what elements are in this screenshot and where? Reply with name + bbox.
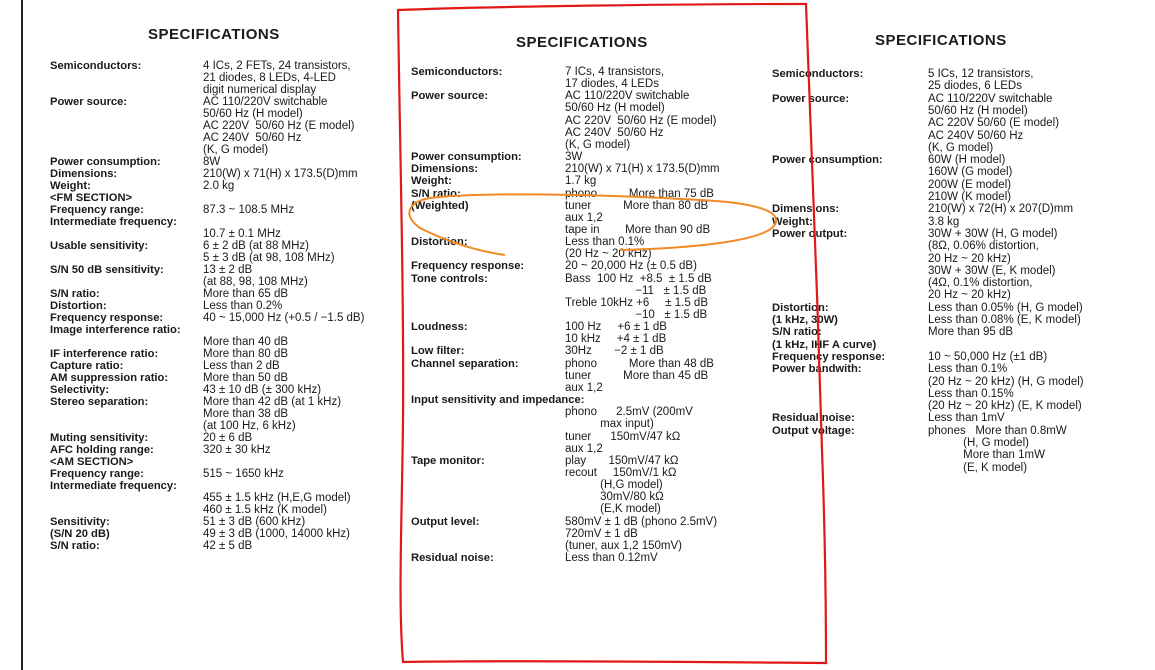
col1-spec-value: 49 ± 3 dB (1000, 14000 kHz) xyxy=(203,528,350,540)
col1-spec-value: 4 ICs, 2 FETs, 24 transistors, xyxy=(203,60,351,72)
col2-spec-value: 1.7 kg xyxy=(565,175,597,188)
col2-spec-label: Power source: xyxy=(411,90,489,103)
col1-spec-value: 43 ± 10 dB (± 300 kHz) xyxy=(203,384,322,396)
col1-spec-label: Selectivity: xyxy=(50,384,110,396)
col2-spec-value: recout 150mV/1 kΩ xyxy=(565,466,677,479)
col2-spec-value: 30Hz −2 ± 1 dB xyxy=(565,345,664,358)
col3-spec-value: 30W + 30W (H, G model) xyxy=(928,227,1058,240)
col2-spec-value: 10 kHz +4 ± 1 dB xyxy=(565,333,667,346)
col2-spec-value: play 150mV/47 kΩ xyxy=(565,454,679,467)
col3-spec-value: Less than 1mV xyxy=(928,412,1005,425)
col3-spec-value: 20 Hz ~ 20 kHz) xyxy=(928,289,1011,302)
col3-spec-value: More than 95 dB xyxy=(928,326,1014,339)
col3-spec-value: 60W (H model) xyxy=(928,154,1006,167)
col1-spec-label: <AM SECTION> xyxy=(50,456,134,468)
col1-spec-value: 6 ± 2 dB (at 88 MHz) xyxy=(203,240,310,252)
col1-spec-value: 460 ± 1.5 kHz (K model) xyxy=(203,504,327,516)
col3-spec-value: Less than 0.15% xyxy=(928,387,1014,400)
col1-spec-label: Usable sensitivity: xyxy=(50,240,149,252)
col2-spec-value: 580mV ± 1 dB (phono 2.5mV) xyxy=(565,515,718,528)
col1-spec-label: Power source: xyxy=(50,96,128,108)
col2-spec-label: Power consumption: xyxy=(411,151,522,164)
col3-spec-value: 160W (G model) xyxy=(928,166,1013,179)
col1-spec-value: 5 ± 3 dB (at 98, 108 MHz) xyxy=(203,252,335,264)
col3-spec-label: Power source: xyxy=(772,92,850,105)
col3-spec-label: Weight: xyxy=(772,215,813,228)
col3-spec-value: AC 240V 50/60 Hz xyxy=(928,129,1024,142)
col3-spec-value: phones More than 0.8mW xyxy=(928,424,1067,437)
col1-spec-value: Less than 2 dB xyxy=(203,360,280,372)
col1-spec-value: 50/60 Hz (H model) xyxy=(203,108,303,120)
col3-spec-value: 50/60 Hz (H model) xyxy=(928,104,1028,117)
col2-spec-value: 50/60 Hz (H model) xyxy=(565,102,665,115)
col2-spec-label: Tone controls: xyxy=(411,272,488,285)
col3-spec-value: (20 Hz ~ 20 kHz) (H, G model) xyxy=(928,375,1084,388)
col3-spec-label: Dimensions: xyxy=(772,203,840,216)
col2-spec-value: 3W xyxy=(565,151,583,164)
col1-spec-value: More than 50 dB xyxy=(203,372,289,384)
col1-spec-value: digit numerical display xyxy=(203,84,317,96)
col1-spec-label: Sensitivity: xyxy=(50,516,110,528)
col1-spec-label: (S/N 20 dB) xyxy=(50,528,110,540)
col3-spec-label: Power consumption: xyxy=(772,154,883,167)
col1-spec-label: Distortion: xyxy=(50,300,107,312)
col1-spec-value: 455 ± 1.5 kHz (H,E,G model) xyxy=(203,492,351,504)
col3-spec-value: 200W (E model) xyxy=(928,178,1012,191)
col1-spec-value: 10.7 ± 0.1 MHz xyxy=(203,228,281,240)
col3-spec-label: Power output: xyxy=(772,227,848,240)
col1-spec-label: Dimensions: xyxy=(50,168,118,180)
col2-spec-value: Bass 100 Hz +8.5 ± 1.5 dB xyxy=(565,272,712,285)
col2-spec-label: (Weighted) xyxy=(411,199,469,212)
col2-spec-value: 720mV ± 1 dB xyxy=(565,527,638,540)
col3-spec-value: 20 Hz ~ 20 kHz) xyxy=(928,252,1011,265)
col1-spec-label: S/N 50 dB sensitivity: xyxy=(50,264,164,276)
col2-spec-value: Less than 0.12mV xyxy=(565,552,658,564)
col2-spec-value: phono More than 75 dB xyxy=(565,187,714,200)
col3-spec-value: 10 ~ 50,000 Hz (±1 dB) xyxy=(928,350,1048,363)
col2-spec-value: (K, G model) xyxy=(565,138,631,151)
col2-spec-value: 100 Hz +6 ± 1 dB xyxy=(565,321,667,334)
col2-spec-value: tape in More than 90 dB xyxy=(565,223,711,236)
col1-spec-value: 210(W) x 71(H) x 173.5(D)mm xyxy=(203,168,358,180)
col2-spec-value: −11 ± 1.5 dB xyxy=(565,284,707,297)
col1-spec-label: Intermediate frequency: xyxy=(50,480,177,492)
col2-spec-value: tuner 150mV/47 kΩ xyxy=(565,430,681,443)
col3-spec-label: Frequency response: xyxy=(772,350,886,363)
col1-spec-value: 8W xyxy=(203,156,221,168)
col2-spec-value: (tuner, aux 1,2 150mV) xyxy=(565,539,682,552)
col3-spec-label: S/N ratio: xyxy=(772,326,822,339)
col1-spec-value: More than 65 dB xyxy=(203,288,289,300)
col3-spec-value: AC 110/220V switchable xyxy=(928,92,1053,105)
col1-spec-label: AFC holding range: xyxy=(50,444,154,456)
col1-spec-value: 13 ± 2 dB xyxy=(203,264,253,276)
col1-spec-value: More than 42 dB (at 1 kHz) xyxy=(203,396,342,408)
col1-spec-label: Frequency response: xyxy=(50,312,164,324)
col2-spec-value: tuner More than 45 dB xyxy=(565,369,709,382)
col1-spec-label: Image interference ratio: xyxy=(50,324,181,336)
col2-spec-value: 20 ~ 20,000 Hz (± 0.5 dB) xyxy=(565,260,697,273)
col1-spec-value: 87.3 ~ 108.5 MHz xyxy=(203,204,295,216)
col1-spec-label: Frequency range: xyxy=(50,204,144,216)
col3-spec-value: 25 diodes, 6 LEDs xyxy=(928,80,1022,93)
col3-spec-label: (1 kHz, 30W) xyxy=(772,314,838,326)
col3-spec-value: More than 1mW xyxy=(928,449,1045,462)
col2-spec-label: S/N ratio: xyxy=(411,187,461,200)
col3-spec-label: Residual noise: xyxy=(772,412,855,425)
col1-spec-value: 21 diodes, 8 LEDs, 4-LED xyxy=(203,72,336,84)
col1-spec-label: Frequency range: xyxy=(50,468,144,480)
col1-title: SPECIFICATIONS xyxy=(148,26,280,43)
col2-spec-value: (20 Hz ~ 20 kHz) xyxy=(565,248,652,261)
col2-spec-label: Distortion: xyxy=(411,236,468,249)
col3-spec-value: (20 Hz ~ 20 kHz) (E, K model) xyxy=(928,400,1082,413)
col3-spec-label: (1 kHz, IHF A curve) xyxy=(772,338,877,351)
col2-spec-value: max input) xyxy=(565,418,654,431)
col1-spec-label: Weight: xyxy=(50,180,91,192)
col2-spec-label: Dimensions: xyxy=(411,163,479,176)
col2-spec-value: aux 1,2 xyxy=(565,381,603,394)
col2-spec-value: Less than 0.1% xyxy=(565,236,645,249)
col1-spec-value: AC 110/220V switchable xyxy=(203,96,328,108)
col1-spec-label: S/N ratio: xyxy=(50,288,100,300)
col3-spec-value: (E, K model) xyxy=(928,461,1028,474)
col1-spec-label: AM suppression ratio: xyxy=(50,372,169,384)
col1-spec-label: Power consumption: xyxy=(50,156,161,168)
col1-spec-value: 40 ~ 15,000 Hz (+0.5 / −1.5 dB) xyxy=(203,312,365,324)
col2-spec-label: Tape monitor: xyxy=(411,454,485,467)
col1-spec-value: More than 38 dB xyxy=(203,408,289,420)
col1-spec-value: More than 80 dB xyxy=(203,348,289,360)
col2-spec-label: Loudness: xyxy=(411,321,468,334)
col2-spec-value: AC 110/220V switchable xyxy=(565,90,690,103)
col3-spec-value: Less than 0.05% (H, G model) xyxy=(928,301,1083,314)
col2-spec-label: Channel separation: xyxy=(411,357,519,370)
col2-spec-value: (H,G model) xyxy=(565,479,663,492)
col2-spec-value: aux 1,2 xyxy=(565,442,603,455)
col1-spec-label: Capture ratio: xyxy=(50,360,124,372)
col1-spec-value: 51 ± 3 dB (600 kHz) xyxy=(203,516,306,528)
col1-spec-value: 320 ± 30 kHz xyxy=(203,444,271,456)
col3-spec-label: Output voltage: xyxy=(772,424,855,437)
col3-spec-value: (H, G model) xyxy=(928,437,1029,449)
col3-spec-label: Power bandwith: xyxy=(772,363,862,376)
col3-spec-value: 30W + 30W (E, K model) xyxy=(928,264,1056,277)
col1-spec-label: Intermediate frequency: xyxy=(50,216,177,228)
orange-highlight-ellipse xyxy=(409,194,776,255)
col2-spec-label: Weight: xyxy=(411,175,452,188)
col1-spec-label: <FM SECTION> xyxy=(50,192,133,204)
col2-spec-value: AC 220V 50/60 Hz (E model) xyxy=(565,114,717,127)
col1-spec-label: S/N ratio: xyxy=(50,540,100,552)
col3-spec-value: (4Ω, 0.1% distortion, xyxy=(928,277,1033,290)
col1-spec-value: 20 ± 6 dB xyxy=(203,432,253,444)
col2-spec-label: Semiconductors: xyxy=(411,66,503,78)
col3-spec-value: 210(W) x 72(H) x 207(D)mm xyxy=(928,203,1074,216)
col1-spec-label: IF interference ratio: xyxy=(50,348,159,360)
col2-spec-value: 17 diodes, 4 LEDs xyxy=(565,78,659,91)
col3-spec-value: 3.8 kg xyxy=(928,215,960,228)
col2-spec-value: aux 1,2 xyxy=(565,211,603,224)
col2-spec-value: −10 ± 1.5 dB xyxy=(565,309,708,321)
col2-spec-value: 210(W) x 71(H) x 173.5(D)mm xyxy=(565,163,720,176)
col3-title: SPECIFICATIONS xyxy=(875,32,1007,49)
col1-spec-value: Less than 0.2% xyxy=(203,300,283,312)
col1-spec-label: Muting sensitivity: xyxy=(50,432,149,444)
col2-spec-value: AC 240V 50/60 Hz xyxy=(565,126,664,139)
col2-spec-value: phono More than 48 dB xyxy=(565,357,714,370)
col2-spec-label: Frequency response: xyxy=(411,260,525,273)
col3-spec-value: 210W (K model) xyxy=(928,191,1012,203)
col2-spec-label: Input sensitivity and impedance: xyxy=(411,394,585,407)
col3-spec-value: 5 ICs, 12 transistors, xyxy=(928,68,1034,80)
col1-spec-value: (K, G model) xyxy=(203,144,269,156)
col1-spec-value: 2.0 kg xyxy=(203,180,235,192)
col3-spec-value: Less than 0.1% xyxy=(928,363,1008,376)
col3-spec-value: (8Ω, 0.06% distortion, xyxy=(928,240,1039,253)
col2-spec-label: Low filter: xyxy=(411,345,465,358)
col3-spec-value: (K, G model) xyxy=(928,141,994,154)
col1-spec-value: (at 88, 98, 108 MHz) xyxy=(203,276,308,288)
col1-spec-value: AC 240V 50/60 Hz xyxy=(203,132,302,144)
col2-title: SPECIFICATIONS xyxy=(516,34,648,51)
col2-spec-value: 30mV/80 kΩ xyxy=(565,491,664,504)
red-highlight-box xyxy=(398,4,826,663)
col2-spec-value: phono 2.5mV (200mV xyxy=(565,406,693,419)
col1-spec-value: 515 ~ 1650 kHz xyxy=(203,468,284,480)
col2-spec-label: Residual noise: xyxy=(411,552,494,564)
col1-spec-label: Semiconductors: xyxy=(50,60,142,72)
col1-spec-value: AC 220V 50/60 Hz (E model) xyxy=(203,120,355,132)
col2-spec-label: Output level: xyxy=(411,515,480,528)
col2-spec-value: 7 ICs, 4 transistors, xyxy=(565,66,665,78)
col1-spec-value: More than 40 dB xyxy=(203,336,289,348)
col3-spec-value: Less than 0.08% (E, K model) xyxy=(928,314,1081,326)
col1-spec-value: (at 100 Hz, 6 kHz) xyxy=(203,420,296,432)
col2-spec-value: tuner More than 80 dB xyxy=(565,199,709,212)
col1-spec-value: 42 ± 5 dB xyxy=(203,540,253,552)
col3-spec-label: Distortion: xyxy=(772,301,829,314)
col2-spec-value: (E,K model) xyxy=(565,503,661,516)
col3-spec-value: AC 220V 50/60 (E model) xyxy=(928,117,1060,130)
col3-spec-label: Semiconductors: xyxy=(772,68,864,80)
col2-spec-value: Treble 10kHz +6 ± 1.5 dB xyxy=(565,296,708,309)
col1-spec-label: Stereo separation: xyxy=(50,396,149,408)
